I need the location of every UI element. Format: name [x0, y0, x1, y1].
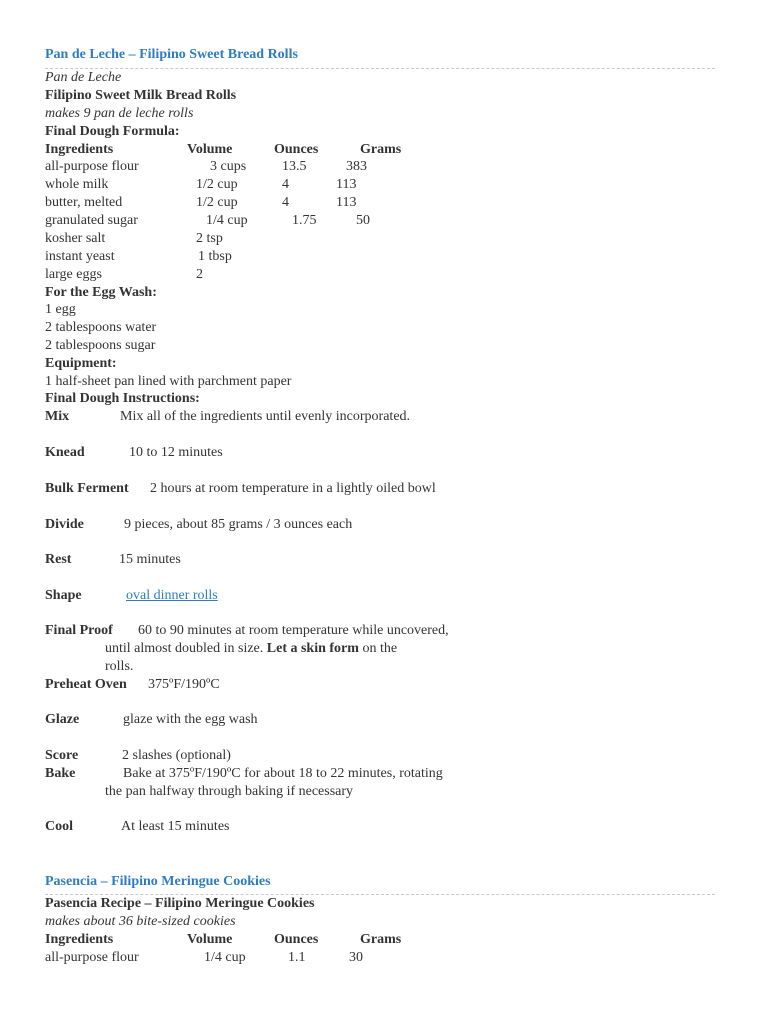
recipe-title: Filipino Sweet Milk Bread Rolls [45, 88, 237, 103]
step-label-shape: Shape [45, 588, 82, 603]
ingredient-grams: 113 [336, 195, 357, 210]
col-header-grams: Grams [360, 932, 402, 947]
section-heading-pan-de-leche[interactable]: Pan de Leche – Filipino Sweet Bread Rolls [45, 47, 298, 62]
instructions-heading: Final Dough Instructions: [45, 391, 200, 406]
ingredient-volume: 1/2 cup [196, 177, 238, 192]
ingredient-volume: 1/4 cup [206, 213, 248, 228]
step-text-preheat-oven: 375ºF/190ºC [148, 677, 220, 692]
step-label-final-proof: Final Proof [45, 623, 113, 638]
step-label-rest: Rest [45, 552, 72, 567]
proof-text-post: on the [362, 641, 398, 656]
step-label-preheat-oven: Preheat Oven [45, 677, 127, 692]
col-header-volume: Volume [187, 142, 233, 157]
step-text-score: 2 slashes (optional) [122, 748, 231, 763]
col-header-ingredients: Ingredients [45, 932, 114, 947]
ingredient-ounces: 4 [282, 195, 289, 210]
ingredient-name: instant yeast [45, 249, 115, 264]
ingredient-volume: 2 tsp [196, 231, 223, 246]
ingredient-volume: 3 cups [210, 159, 247, 174]
ingredient-name: all-purpose flour [45, 950, 139, 965]
col-header-ounces: Ounces [274, 932, 319, 947]
step-label-knead: Knead [45, 445, 85, 460]
ingredient-grams: 30 [349, 950, 363, 965]
recipe-yield: makes 9 pan de leche rolls [45, 106, 194, 121]
equipment-heading: Equipment: [45, 356, 117, 371]
step-label-score: Score [45, 748, 79, 763]
col-header-volume: Volume [187, 932, 233, 947]
ingredient-volume: 1/4 cup [204, 950, 246, 965]
step-text-mix: Mix all of the ingredients until evenly incorporated. [120, 409, 411, 424]
egg-wash-heading: For the Egg Wash: [45, 285, 157, 300]
step-text-divide: 9 pieces, about 85 grams / 3 ounces each [124, 517, 353, 532]
ingredient-volume: 2 [196, 267, 203, 282]
step-text-bake-line2: the pan halfway through baking if necessary [105, 784, 354, 799]
step-text-cool: At least 15 minutes [121, 819, 230, 834]
recipe-yield: makes about 36 bite-sized cookies [45, 914, 236, 929]
ingredient-grams: 383 [346, 159, 367, 174]
ingredient-ounces: 1.1 [288, 950, 306, 965]
ingredient-grams: 50 [356, 213, 370, 228]
proof-text-bold: Let a skin form [266, 641, 359, 656]
section-divider [45, 68, 715, 69]
ingredient-volume: 1/2 cup [196, 195, 238, 210]
step-text-bulk-ferment: 2 hours at room temperature in a lightly oiled bowl [150, 481, 436, 496]
ingredient-volume: 1 tbsp [198, 249, 232, 264]
recipe-title: Pasencia Recipe – Filipino Meringue Cookies [45, 896, 315, 911]
ingredient-name: granulated sugar [45, 213, 138, 228]
col-header-grams: Grams [360, 142, 402, 157]
step-label-divide: Divide [45, 517, 84, 532]
equipment-item: 1 half-sheet pan lined with parchment paper [45, 374, 292, 389]
formula-heading: Final Dough Formula: [45, 124, 180, 139]
step-text-final-proof-line2 [105, 640, 397, 658]
ingredient-name: whole milk [45, 177, 109, 192]
ingredient-ounces: 13.5 [282, 159, 307, 174]
ingredient-name: all-purpose flour [45, 159, 139, 174]
step-text-knead: 10 to 12 minutes [129, 445, 223, 460]
step-label-glaze: Glaze [45, 712, 80, 727]
ingredient-name: large eggs [45, 267, 102, 282]
ingredient-name: butter, melted [45, 195, 123, 210]
section-heading-pasencia[interactable]: Pasencia – Filipino Meringue Cookies [45, 874, 271, 889]
ingredient-grams: 113 [336, 177, 357, 192]
egg-wash-item: 2 tablespoons sugar [45, 338, 156, 353]
shape-link-oval-dinner-rolls[interactable]: oval dinner rolls [126, 588, 218, 603]
recipe-subtitle: Pan de Leche [45, 70, 122, 85]
ingredient-ounces: 1.75 [292, 213, 317, 228]
ingredient-name: kosher salt [45, 231, 106, 246]
ingredient-ounces: 4 [282, 177, 289, 192]
col-header-ounces: Ounces [274, 142, 319, 157]
step-text-glaze: glaze with the egg wash [123, 712, 258, 727]
egg-wash-item: 1 egg [45, 302, 76, 317]
egg-wash-item: 2 tablespoons water [45, 320, 157, 335]
step-text-final-proof-line3: rolls. [105, 659, 134, 674]
step-label-bulk-ferment: Bulk Ferment [45, 481, 129, 496]
step-text-bake-line1: Bake at 375ºF/190ºC for about 18 to 22 minutes, rotating [123, 766, 443, 781]
step-label-mix: Mix [45, 409, 70, 424]
step-label-bake: Bake [45, 766, 76, 781]
step-label-cool: Cool [45, 819, 73, 834]
step-text-final-proof-line1: 60 to 90 minutes at room temperature while uncovered, [138, 623, 449, 638]
step-text-rest: 15 minutes [119, 552, 181, 567]
col-header-ingredients: Ingredients [45, 142, 114, 157]
proof-text-pre: until almost doubled in size. [105, 641, 264, 656]
